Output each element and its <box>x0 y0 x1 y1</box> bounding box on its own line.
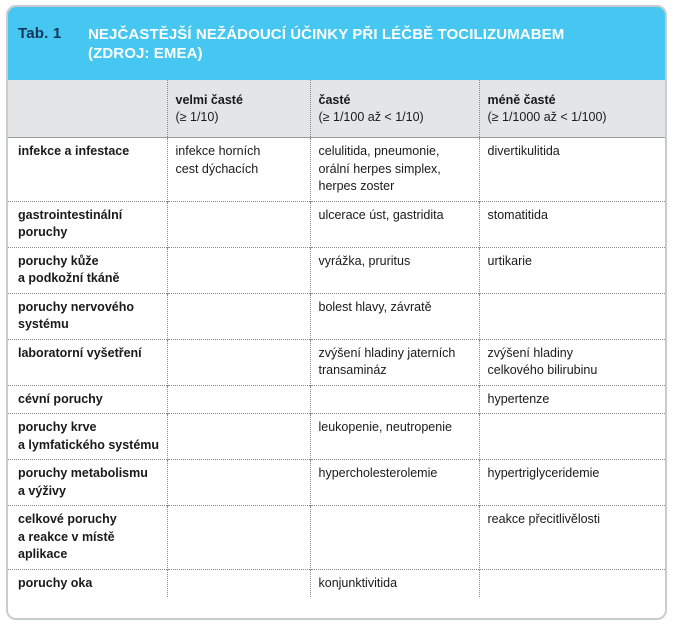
column-header-uncommon <box>479 80 665 138</box>
cell-text-line: celkového bilirubinu <box>487 363 598 377</box>
table-title-line-1: NEJČASTĚJŠÍ NEŽÁDOUCÍ ÚČINKY PŘI LÉČBĚ TOCILIZUMABEM <box>88 26 565 43</box>
cell-text-line: infekce horních <box>175 144 261 158</box>
cell-text-line: poruchy kůže <box>18 253 99 268</box>
cell-uncommon <box>479 569 665 597</box>
cell-very-common <box>167 201 310 247</box>
cell-common <box>310 247 479 293</box>
cell-text-line: poruchy oka <box>18 575 93 590</box>
column-header-common <box>310 80 479 138</box>
cell-text-line: hypertenze <box>487 391 550 406</box>
cell-text-line: zvýšení hladiny jaterních <box>318 345 456 360</box>
cell-text-line: bolest hlavy, závratě <box>318 299 432 314</box>
cell-common <box>310 460 479 506</box>
cell-uncommon <box>479 293 665 339</box>
cell-very-common <box>167 506 310 570</box>
cell-text-line: celkové poruchy <box>18 512 117 526</box>
cell-text-line: divertikulitida <box>487 144 560 158</box>
cell-text-line: stomatitida <box>487 207 548 222</box>
cell-common <box>310 414 479 460</box>
cell-text-line: konjunktivitida <box>318 575 398 590</box>
cell-text-line: a podkožní tkáně <box>18 271 120 285</box>
column-header-category <box>8 80 167 138</box>
column-header-label: časté <box>318 93 351 107</box>
cell-text-line: cest dýchacích <box>175 161 259 176</box>
table-row <box>8 414 665 460</box>
table-row <box>8 385 665 414</box>
cell-text-line: celulitida, pneumonie, <box>318 144 440 158</box>
cell-common <box>310 339 479 385</box>
cell-text-line: gastrointestinální <box>18 207 123 222</box>
table-frame <box>6 5 667 620</box>
cell-very-common <box>167 339 310 385</box>
table-head <box>8 80 665 138</box>
cell-category <box>8 506 167 570</box>
cell-uncommon <box>479 339 665 385</box>
cell-text-line: hypertriglyceridemie <box>487 466 600 480</box>
cell-uncommon <box>479 414 665 460</box>
table-row <box>8 339 665 385</box>
cell-uncommon <box>479 138 665 202</box>
cell-common <box>310 569 479 597</box>
cell-common <box>310 138 479 202</box>
cell-text-line: orální herpes simplex, <box>318 161 441 176</box>
column-header-range: (≥ 1/1000 až < 1/100) <box>487 110 607 124</box>
column-header-label: velmi časté <box>175 93 243 107</box>
cell-uncommon <box>479 506 665 570</box>
table-row <box>8 247 665 293</box>
cell-text-line: zvýšení hladiny <box>487 345 573 360</box>
table-row <box>8 569 665 597</box>
table-title <box>88 25 648 63</box>
cell-category <box>8 414 167 460</box>
cell-text-line: cévní poruchy <box>18 391 103 406</box>
table-row <box>8 460 665 506</box>
cell-text-line: systému <box>18 317 69 331</box>
cell-text-line: leukopenie, neutropenie <box>318 420 452 434</box>
cell-very-common <box>167 569 310 597</box>
cell-very-common <box>167 385 310 414</box>
cell-uncommon <box>479 385 665 414</box>
cell-text-line: poruchy metabolismu <box>18 466 148 480</box>
cell-category <box>8 201 167 247</box>
cell-text-line: poruchy nervového <box>18 299 134 314</box>
cell-text-line: a lymfatického systému <box>18 437 160 452</box>
cell-category <box>8 247 167 293</box>
adverse-effects-table <box>8 80 665 597</box>
cell-very-common <box>167 414 310 460</box>
cell-text-line: reakce přecitlivělosti <box>487 512 601 526</box>
cell-common <box>310 385 479 414</box>
cell-text-line: laboratorní vyšetření <box>18 345 142 360</box>
cell-category <box>8 385 167 414</box>
table-row <box>8 138 665 202</box>
cell-text-line: urtikarie <box>487 253 532 268</box>
cell-uncommon <box>479 247 665 293</box>
cell-text-line: a reakce v místě <box>18 529 115 544</box>
cell-text-line: vyrážka, pruritus <box>318 253 411 268</box>
table-body <box>8 138 665 598</box>
cell-category <box>8 569 167 597</box>
cell-category <box>8 138 167 202</box>
header-row <box>8 80 665 138</box>
table-title-line-2: (ZDROJ: EMEA) <box>88 45 203 62</box>
table-header-bar <box>8 7 665 80</box>
cell-uncommon <box>479 201 665 247</box>
cell-text-line: infekce a infestace <box>18 144 130 158</box>
table-row <box>8 293 665 339</box>
table-number: Tab. 1 <box>18 25 62 42</box>
cell-text-line: poruchy <box>18 225 68 239</box>
cell-text-line: poruchy krve <box>18 420 97 434</box>
cell-category <box>8 460 167 506</box>
column-header-very-common <box>167 80 310 138</box>
column-header-range: (≥ 1/100 až < 1/10) <box>318 110 424 124</box>
cell-common <box>310 506 479 570</box>
cell-category <box>8 293 167 339</box>
cell-text-line: ulcerace úst, gastridita <box>318 207 444 222</box>
cell-uncommon <box>479 460 665 506</box>
cell-very-common <box>167 293 310 339</box>
cell-text-line: herpes zoster <box>318 179 395 193</box>
cell-text-line: hypercholesterolemie <box>318 466 438 480</box>
table-row <box>8 201 665 247</box>
cell-very-common <box>167 460 310 506</box>
cell-common <box>310 201 479 247</box>
cell-very-common <box>167 247 310 293</box>
cell-category <box>8 339 167 385</box>
column-header-label: méně časté <box>487 93 556 107</box>
table-row <box>8 506 665 570</box>
column-header-range: (≥ 1/10) <box>175 110 219 124</box>
cell-text-line: aplikace <box>18 547 68 561</box>
cell-text-line: a výživy <box>18 483 66 498</box>
cell-very-common <box>167 138 310 202</box>
cell-text-line: transamináz <box>318 363 387 377</box>
cell-common <box>310 293 479 339</box>
